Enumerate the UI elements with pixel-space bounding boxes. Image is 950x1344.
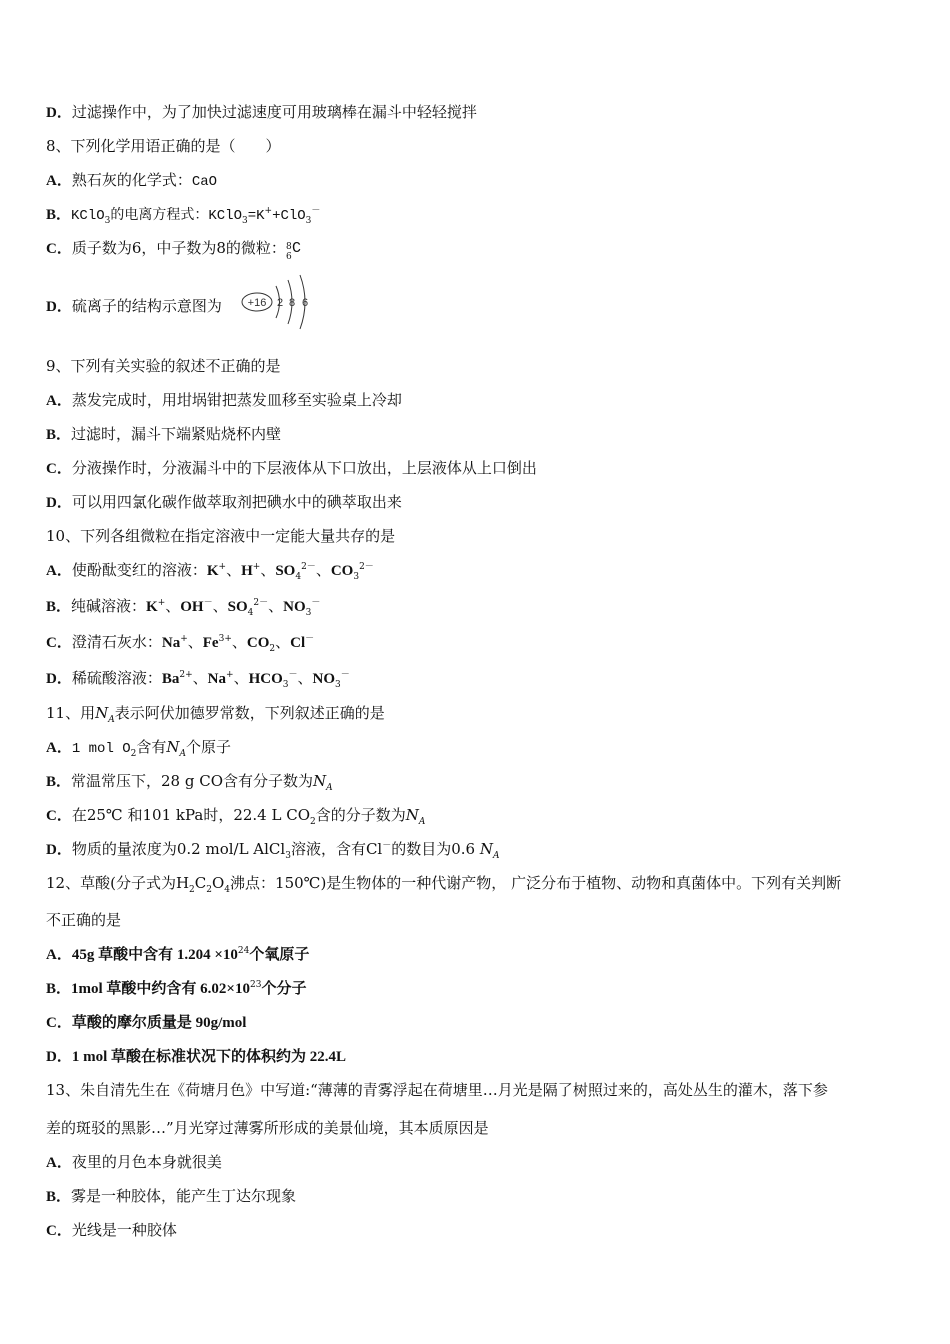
option-text: 澄清石灰水： (71, 633, 162, 651)
nuclide-symbol (285, 239, 301, 262)
charge: + (252, 562, 261, 572)
ion: SO (227, 599, 248, 615)
exponent: 24 (237, 946, 250, 956)
q12-stem-line2: 不正确的是 (46, 911, 122, 929)
subscript: 4 (295, 572, 302, 582)
q8-option-d (46, 296, 222, 317)
option-text: 使酚酞变红的溶液： (71, 561, 207, 579)
avogadro-symbol: N (95, 704, 109, 722)
stem-text: 表示阿伏加德罗常数，下列叙述正确的是 (114, 704, 385, 722)
option-text: 硫离子的结构示意图为 (71, 297, 222, 315)
option-text: 物质的量浓度为0.2 mol/L AlCl (71, 840, 286, 858)
subscript: A (493, 851, 500, 861)
q9-option-c (46, 458, 537, 479)
q8-option-c (46, 238, 301, 262)
q10-stem: 10、下列各组微粒在指定溶液中一定能大量共存的是 (46, 527, 396, 545)
subscript: 3 (104, 216, 111, 226)
charge: － (340, 670, 350, 680)
option-text: 蒸发完成时，用坩埚钳把蒸发皿移至实验桌上冷却 (71, 391, 402, 409)
shell-electrons-1: 2 (276, 297, 284, 309)
q10-option-b: B．纯碱溶液：K+、OH－、$SO_4^{2-}$、$NO_3^-$ (46, 597, 321, 618)
q11-option-d (46, 839, 500, 860)
ion: NO (312, 671, 336, 687)
option-text: 在25℃ 和101 kPa时，22.4 L CO (71, 806, 310, 824)
charge: 2－ (253, 598, 269, 608)
option-label: A． (46, 1155, 72, 1171)
stem-text: 12、草酸(分子式为H (46, 874, 190, 892)
charge: 3+ (218, 634, 232, 644)
option-label: C． (46, 635, 72, 651)
q10-option-d: D．稀硫酸溶液：$Ba^{2+}$、Na+、$HCO_3^-$、$NO_3^-$ (46, 669, 350, 690)
ion: K (146, 599, 158, 615)
q13-stem-line1: 13、朱自清先生在《荷塘月色》中写道:“薄薄的青雾浮起在荷塘里…月光是隔了树照过来的，高处丛生的灌木，落下参 (46, 1081, 828, 1099)
q11-option-c (46, 805, 425, 826)
option-label: D． (46, 1049, 72, 1065)
option-text: 光线是一种胶体 (71, 1221, 177, 1239)
q12-option-c (46, 1012, 246, 1033)
formula-part: 的电离方程式：KClO (110, 208, 242, 224)
subscript: 3 (241, 216, 248, 226)
charge: 2－ (301, 562, 316, 572)
ion: HCO (248, 671, 283, 687)
option-label: C． (46, 1015, 72, 1031)
option-text: 稀硫酸溶液： (71, 669, 162, 687)
stem-text: C (194, 874, 207, 892)
subscript: 2 (206, 885, 212, 895)
subscript: 2 (130, 749, 137, 759)
option-text: 草酸的摩尔质量是 90g/mol (71, 1015, 247, 1031)
ion: Fe (202, 635, 219, 651)
exponent: 23 (249, 980, 262, 990)
option-label: A． (46, 740, 72, 756)
charge: + (226, 670, 234, 680)
q9-stem: 9、下列有关实验的叙述不正确的是 (46, 357, 281, 375)
charge: － (311, 598, 321, 608)
ion: Na (161, 635, 181, 651)
option-label: B． (46, 981, 72, 997)
ion: OH (180, 599, 204, 615)
option-label: B． (46, 1189, 72, 1205)
avogadro-symbol: N (405, 806, 419, 824)
option-label: D． (46, 105, 72, 121)
option-text: 溶液，含有Cl (290, 840, 383, 858)
subscript: 4 (247, 608, 254, 618)
option-text: 过滤操作中，为了加快过滤速度可用玻璃棒在漏斗中轻轻搅拌 (71, 103, 477, 121)
option-label: B． (46, 207, 72, 223)
q12-option-d (46, 1046, 346, 1067)
q8-option-b (46, 204, 320, 226)
option-text: 1 mol O (71, 741, 131, 757)
subscript: 2 (269, 644, 276, 654)
formula-part: +ClO (272, 208, 306, 224)
molecule: CO (246, 635, 270, 651)
charge: － (382, 841, 392, 851)
option-text: 1 mol 草酸在标准状况下的体积约为 22.4L (71, 1049, 347, 1065)
option-label: B． (46, 427, 72, 443)
sulfide-ion-structure-diagram (240, 272, 320, 330)
subscript: 4 (224, 885, 231, 895)
ion: CO (330, 563, 354, 579)
option-text: 夜里的月色本身就很美 (71, 1153, 222, 1171)
q9-option-b (46, 424, 281, 445)
charge: － (305, 634, 315, 644)
subscript: 3 (282, 680, 289, 690)
subscript: 3 (285, 851, 291, 861)
mass-number: 8 (285, 242, 292, 252)
subscript: A (108, 715, 115, 725)
subscript: A (179, 749, 187, 759)
option-text: 可以用四氯化碳作做萃取剂把碘水中的碘萃取出来 (71, 493, 402, 511)
ion: Cl (290, 635, 306, 651)
q12-option-a (46, 944, 309, 965)
element-symbol: C (291, 240, 301, 257)
option-label: A． (46, 393, 72, 409)
option-text: 过滤时，漏斗下端紧贴烧杯内壁 (71, 425, 282, 443)
option-label: C． (46, 1223, 72, 1239)
option-label: D． (46, 671, 72, 687)
subscript: 3 (335, 680, 341, 690)
option-text: 纯碱溶液： (71, 597, 147, 615)
q9-option-a (46, 390, 402, 411)
q10-option-a: A．使酚酞变红的溶液：K+、H+、$SO_4^{2-}$、$CO_3^{2-}$ (46, 561, 374, 582)
charge: + (157, 598, 166, 608)
option-label: A． (46, 173, 72, 189)
stem-text: O (211, 874, 225, 892)
charge: + (180, 634, 188, 644)
option-text: 熟石灰的化学式： (71, 171, 192, 189)
stem-text: 沸点：150℃)是生物体的一种代谢产物， 广泛分布于植物、动物和真菌体中。下列有关判断 (230, 874, 842, 892)
avogadro-symbol: N (313, 772, 327, 790)
option-text: 质子数为6，中子数为8的微粒： (71, 239, 286, 257)
ion: Na (207, 671, 227, 687)
superscript: － (311, 206, 321, 216)
option-label: B． (46, 599, 72, 615)
charge: － (203, 598, 213, 608)
option-text: 常温常压下，28 g CO含有分子数为 (71, 772, 314, 790)
subscript: A (326, 783, 333, 793)
ion: Ba (161, 671, 180, 687)
charge: 2－ (359, 562, 374, 572)
atomic-number: 6 (285, 252, 292, 262)
ion: SO (275, 563, 296, 579)
ion: K (206, 563, 219, 579)
option-label: A． (46, 563, 72, 579)
q11-option-b (46, 771, 333, 792)
option-label: D． (46, 842, 72, 858)
option-label: C． (46, 461, 72, 477)
q13-option-a (46, 1152, 222, 1173)
option-label: A． (46, 947, 72, 963)
q12-option-b (46, 978, 306, 999)
subscript: 3 (353, 572, 360, 582)
avogadro-symbol: N (479, 840, 493, 858)
option-text: 个分子 (261, 981, 307, 997)
option-text: 分液操作时，分液漏斗中的下层液体从下口放出，上层液体从上口倒出 (71, 459, 537, 477)
ion: NO (283, 599, 306, 615)
formula-part: KClO (71, 208, 105, 224)
charge: 2+ (179, 670, 193, 680)
stem-text: 11、用 (46, 704, 96, 722)
option-text: 含的分子数为 (315, 806, 406, 824)
q13-option-c (46, 1220, 177, 1241)
q10-option-c: C．澄清石灰水：Na+、$Fe^{3+}$、$CO_2$、Cl－ (46, 633, 315, 654)
q8-option-a (46, 170, 217, 192)
option-text: 个原子 (186, 738, 232, 756)
q9-option-d (46, 492, 402, 513)
formula: CaO (191, 174, 218, 190)
option-label: C． (46, 808, 72, 824)
q13-option-b (46, 1186, 296, 1207)
shell-electrons-3: 6 (301, 297, 309, 309)
avogadro-symbol: N (166, 738, 180, 756)
option-text: 个氧原子 (249, 947, 310, 963)
q11-stem (46, 703, 385, 723)
subscript: 2 (189, 885, 195, 895)
option-text: 45g 草酸中含有 1.204 ×10 (71, 947, 238, 963)
q12-stem-line1 (46, 873, 908, 893)
q7-option-d (46, 102, 477, 123)
subscript: 2 (310, 817, 316, 827)
superscript: + (264, 206, 273, 216)
option-label: B． (46, 774, 72, 790)
ion: H (241, 563, 253, 579)
subscript: 3 (305, 216, 312, 226)
charge: + (218, 562, 227, 572)
formula-part: =K (247, 208, 265, 224)
q8-stem: 8、下列化学用语正确的是（ ） (46, 137, 281, 155)
q13-stem-line2: 差的斑驳的黑影…”月光穿过薄雾所形成的美景仙境，其本质原因是 (46, 1119, 489, 1137)
option-label: D． (46, 495, 72, 511)
subscript: 3 (305, 608, 312, 618)
nucleus-charge: +16 (247, 297, 267, 309)
charge: － (288, 670, 298, 680)
option-text: 含有 (136, 738, 167, 756)
shell-electrons-2: 8 (288, 297, 296, 309)
option-text: 的数目为0.6 (391, 840, 480, 858)
q11-option-a (46, 737, 231, 759)
option-text: 1mol 草酸中约含有 6.02×10 (71, 981, 250, 997)
option-text: 雾是一种胶体，能产生丁达尔现象 (71, 1187, 297, 1205)
option-label: D． (46, 299, 72, 315)
subscript: A (418, 817, 426, 827)
option-label: C． (46, 241, 72, 257)
